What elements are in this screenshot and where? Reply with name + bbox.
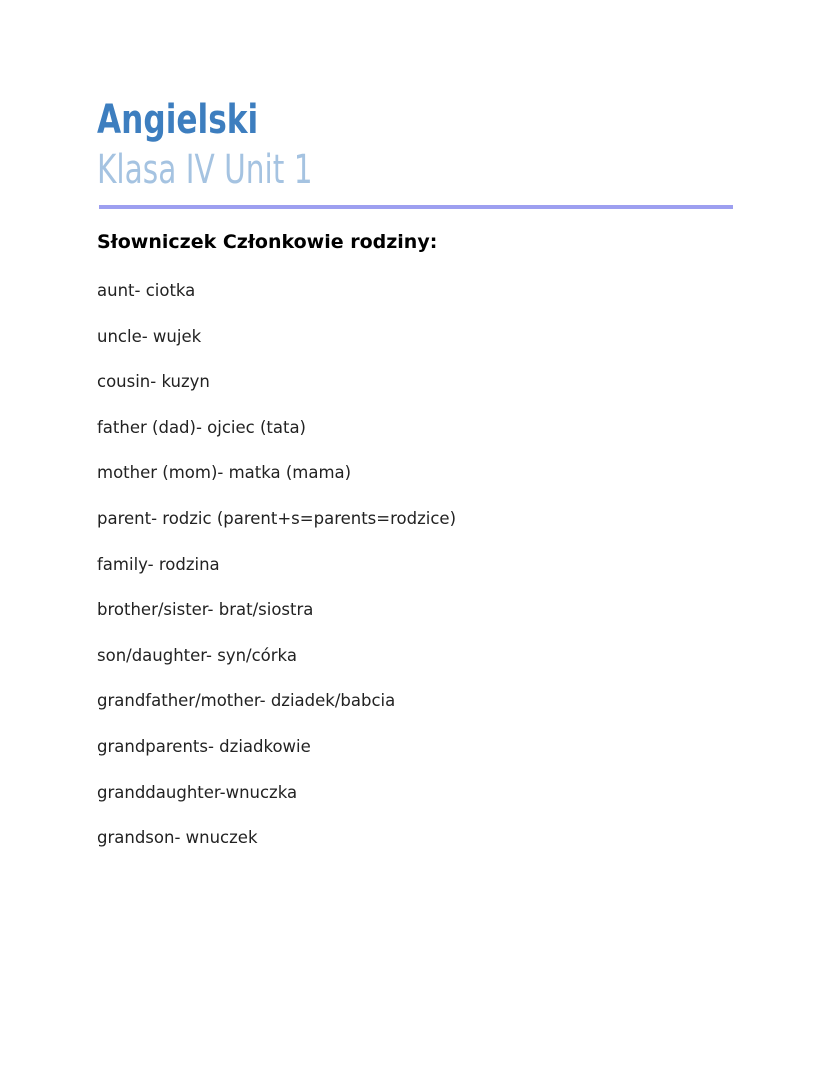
vocabulary-item: grandparents- dziadkowie xyxy=(97,736,311,756)
vocabulary-item: aunt- ciotka xyxy=(97,281,196,300)
vocabulary-item: mother (mom)- matka (mama) xyxy=(97,463,352,483)
vocabulary-item: grandson- wnuczek xyxy=(97,828,258,848)
section-heading: Słowniczek Członkowie rodziny: xyxy=(97,231,438,253)
title-divider xyxy=(99,205,733,209)
vocabulary-item: granddaughter-wnuczka xyxy=(97,782,298,802)
vocabulary-item: brother/sister- brat/siostra xyxy=(97,600,314,620)
vocabulary-list xyxy=(97,279,456,872)
vocabulary-item: uncle- wujek xyxy=(97,326,202,346)
document-title: Angielski xyxy=(97,97,259,143)
vocabulary-item: father (dad)- ojciec (tata) xyxy=(97,417,306,437)
vocabulary-item: cousin- kuzyn xyxy=(97,372,210,392)
vocabulary-item: family- rodzina xyxy=(97,554,220,574)
vocabulary-item: son/daughter- syn/córka xyxy=(97,645,297,665)
document-subtitle: Klasa IV Unit 1 xyxy=(97,147,313,193)
vocabulary-item: grandfather/mother- dziadek/babcia xyxy=(97,691,396,711)
vocabulary-item: parent- rodzic (parent+s=parents=rodzice) xyxy=(97,508,457,528)
